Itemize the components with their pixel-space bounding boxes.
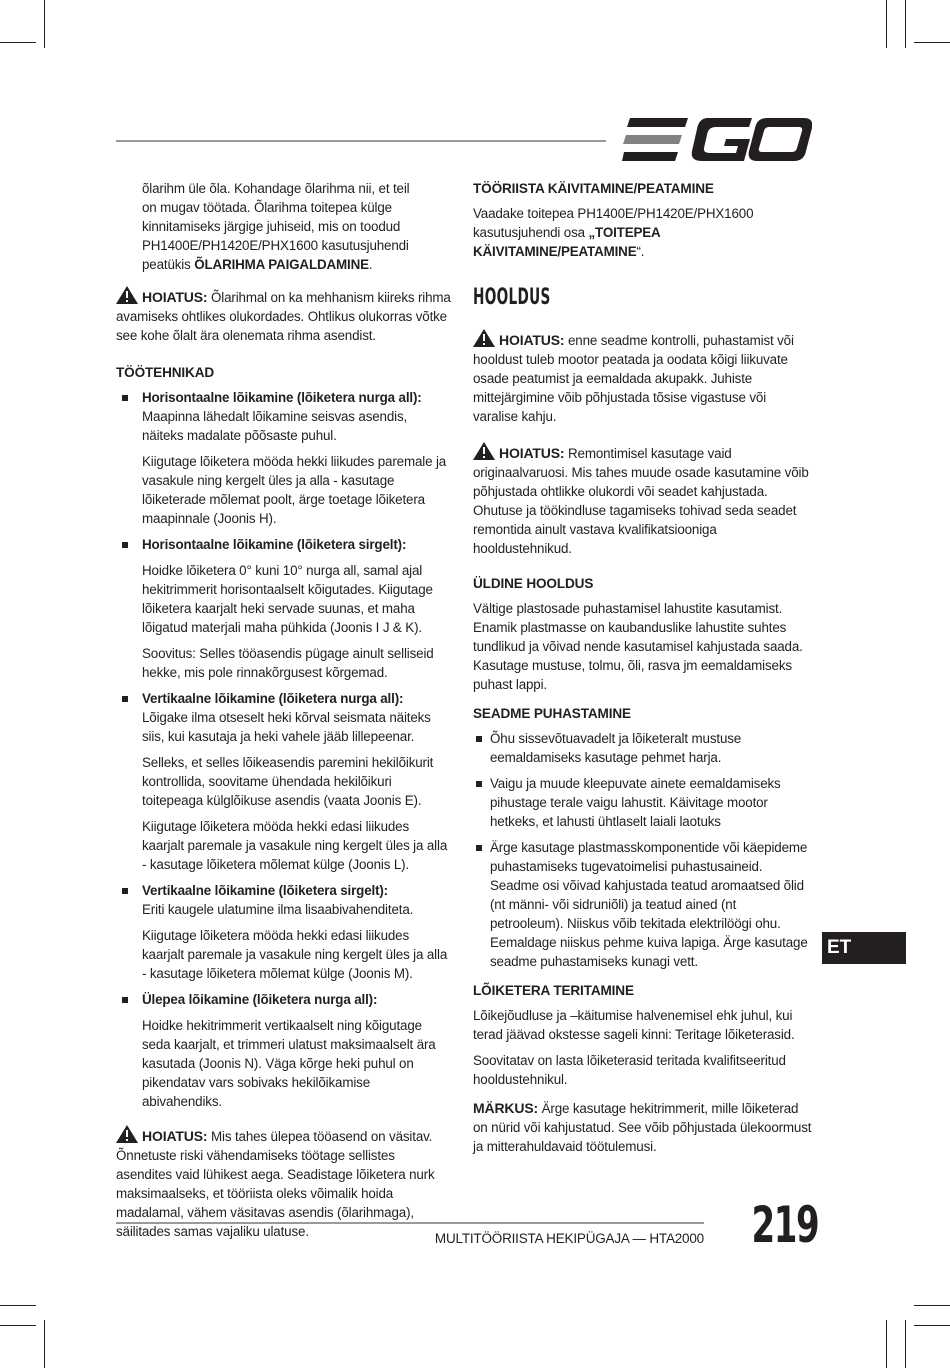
list-item (116, 689, 452, 746)
bullet-subparagraph: Kiigutage lõiketera mööda hekki liikudes paremale ja vasakule ning kergelt üles ja alla - kasutage lõiketerade mõlemat poolt, ärge toetage lõiketera maapinnale (Joonis H). (142, 454, 447, 526)
list-item (116, 881, 452, 919)
warning-spare-parts (473, 442, 813, 558)
section-heading-sharpening: LÕIKETERA TERITAMINE (473, 983, 634, 998)
crop-mark (0, 1325, 36, 1326)
warning-text: Mis tahes ülepea tööasend on väsitav. Õnnetuste riski vähendamiseks töötage sellistes asendites vaid lühikest aega. Seadistage lõiketera nurk maksimaalseks, et tööriista oleks võimalik hoida madalamal, vähem väsitavas asendis (õlarihmaga), säilitades samas vajaliku ulatuse. (116, 1129, 435, 1239)
warning-icon (116, 1125, 138, 1143)
start-stop-bold-ref: „TOITEPEA KÄIVITAMINE/PEATAMINE (473, 225, 661, 259)
bullet-icon (122, 888, 128, 894)
page-number: 219 (751, 1196, 819, 1254)
ego-logo (622, 118, 812, 162)
left-column (116, 179, 452, 1248)
crop-mark (0, 1305, 36, 1306)
bullet-icon (476, 845, 482, 851)
crop-mark (914, 42, 950, 43)
crop-mark (905, 0, 906, 48)
bullet-icon (476, 781, 482, 787)
warning-label: HOIATUS: (142, 289, 208, 305)
start-stop-text: Vaadake toitepea PH1400E/PH1420E/PHX1600 kasutusjuhendi osa (473, 206, 754, 240)
warning-maintenance (473, 329, 813, 426)
warning-label: HOIATUS: (499, 332, 565, 348)
right-column (473, 179, 813, 1163)
warning-icon (473, 329, 495, 347)
intro-bold-ref: ÕLARIHMA PAIGALDAMINE (194, 257, 369, 272)
bullet-subparagraph: Hoidke hekitrimmerit vertikaalselt ning kõigutage seda kaarjalt, et trimmeri ulatust maksimaalselt ära kasutada (Joonis N). Väga kõrge heki puhul on pikendatav vars sobivaks hekilõikamise abivahendiks. (142, 1018, 436, 1109)
crop-mark (914, 1305, 950, 1306)
crop-mark (905, 1320, 906, 1368)
bullet-text: Maapinna lähedalt lõikamine seisvas asendis, näiteks madalate põõsaste puhul. (142, 409, 408, 443)
list-item (116, 388, 452, 445)
warning-label: HOIATUS: (142, 1128, 208, 1144)
bullet-subparagraph: Soovitus: Selles tööasendis pügage ainult selliseid hekke, mis pole rinnakõrgusest kõrgemad. (142, 646, 434, 680)
list-item-text: Vaigu ja muude kleepuvate ainete eemaldamiseks pihustage terale vaigu lahustit. Käivitage mootor hetkeks, et lahusti ühtlaselt laiali laotuks (490, 776, 781, 829)
bullet-title: Vertikaalne lõikamine (lõiketera nurga all): (142, 691, 404, 706)
crop-mark (0, 42, 36, 43)
bullet-subparagraph: Kiigutage lõiketera mööda hekki edasi liikudes kaarjalt paremale ja vasakule ning kergelt üles ja alla - kasutage lõiketera mõlemat külge (Joonis M). (142, 928, 448, 981)
bullet-title: Vertikaalne lõikamine (lõiketera sirgelt): (142, 883, 388, 898)
bullet-icon (476, 736, 482, 742)
bullet-subparagraph: Selleks, et selles lõikeasendis paremini hekilõikurit kontrollida, soovitame ühendada hekilõikuri toitepeaga külglõikuse asendis (vaata Joonis E). (142, 755, 434, 808)
list-item (473, 729, 813, 767)
footer-rule (116, 1222, 704, 1224)
start-stop-paragraph (473, 204, 813, 261)
list-item-text: Õhu sissevõtuavadelt ja lõiketeralt mustuse eemaldamiseks kasutage pehmet harja. (490, 731, 742, 765)
bullet-icon (122, 696, 128, 702)
note-text: Ärge kasutage hekitrimmerit, mille lõiketerad on nürid või kahjustatud. See võib põhjustada ülekoormust ja mitterahuldavaid töötulemusi. (473, 1101, 812, 1154)
crop-mark (886, 0, 887, 48)
sharpening-paragraph: Soovitatav on lasta lõiketerasid teritada kvalifitseeritud hooldustehnikul. (473, 1053, 786, 1087)
warning-text: Remontimisel kasutage vaid originaalvaruosi. Mis tahes muude osade kasutamine võib põhjustada ohtlikke olukordi või seadet kahjustada. Ohutuse ja töökindluse tagamiseks tohivad seda seadet remontida ainult vastava kvalifikatsiooniga hooldustehnikud. (473, 446, 809, 556)
intro-paragraph (116, 179, 452, 274)
warning-icon (116, 286, 138, 304)
warning-icon (473, 442, 495, 460)
list-item (473, 774, 813, 831)
section-heading-start-stop: TÖÖRIISTA KÄIVITAMINE/PEATAMINE (473, 181, 714, 196)
list-item (116, 990, 452, 1009)
intro-end: . (368, 257, 373, 272)
list-item-text: Ärge kasutage plastmasskomponentide või käepideme puhastamiseks tugevatoimelisi puhastusaineid. Seadme osi võivad kahjustada teatud aromaatsed õlid (nt männi- või sidruniõli) ja teatud ained (nt petrooleum). Niiskus võib tekitada elektrilöögi ohu. Eemaldage niiskus pehme kuiva lapiga. Ärge kasutage seadme puhastamiseks kunagi vett. (490, 840, 808, 969)
sharpening-paragraph: Lõikejõudluse ja –käitumise halvenemisel ehk juhul, kui terad jäävad okstesse sageli kinni: Teritage lõiketerasid. (473, 1008, 795, 1042)
bullet-icon (122, 997, 128, 1003)
start-stop-end: “. (636, 244, 645, 259)
header-rule (116, 140, 606, 142)
intro-line: õlarihm üle õla. Kohandage õlarihma nii, et teil (142, 181, 410, 196)
bullet-text: Eriti kaugele ulatumine ilma lisaabivahenditeta. (142, 902, 414, 917)
list-item (473, 838, 813, 971)
note-paragraph (473, 1099, 813, 1156)
note-label: MÄRKUS: (473, 1100, 539, 1116)
section-heading-techniques: TÖÖTEHNIKAD (116, 365, 215, 380)
warning-label: HOIATUS: (499, 445, 565, 461)
warning-shoulder-strap (116, 286, 452, 345)
intro-line: kinnitamiseks järgige juhiseid, mis on toodud (142, 219, 401, 234)
bullet-text: Lõigake ilma otseselt heki kõrval seismata näiteks siis, kui kasutaja ja heki vahele jääb lillepeenar. (142, 710, 431, 744)
intro-line: PH1400E/PH1420E/PHX1600 kasutusjuhendi (142, 238, 409, 253)
language-tab: ET (822, 932, 906, 964)
bullet-icon (122, 395, 128, 401)
bullet-subparagraph: Kiigutage lõiketera mööda hekki edasi liikudes kaarjalt paremale ja vasakule ning kergelt üles ja alla - kasutage lõiketera mõlemat külge (Joonis L). (142, 819, 448, 872)
general-paragraph: Vältige plastosade puhastamisel lahustite kasutamist. Enamik plastmasse on kaubanduslike lahustite suhtes tundlikud ja võivad nende kasutamisel kahjustada saada. Kasutage mustuse, tolmu, õli, rasva jm eemaldamiseks puhast lappi. (473, 601, 803, 692)
warning-text: Õlarihmal on ka mehhanism kiireks rihma avamiseks ohtlikes olukordades. Ohtlikus olukorras võtke see kohe õlalt ära olenemata rihma asendist. (116, 290, 451, 343)
warning-text: enne seadme kontrolli, puhastamist või hooldust tuleb mootor peatada ja oodata kõigi liikuvate osade peatumist ja eemaldada akupakk. Juhiste mittejärgimine võib põhjustada tõsise vigastuse või varalise kahju. (473, 333, 794, 424)
bullet-icon (122, 542, 128, 548)
section-heading-cleaning: SEADME PUHASTAMINE (473, 706, 631, 721)
bullet-title: Ülepea lõikamine (lõiketera nurga all): (142, 992, 378, 1007)
intro-line: peatükis (142, 257, 195, 272)
intro-line: on mugav töötada. Õlarihma toitepea külge (142, 200, 392, 215)
maintenance-heading: HOOLDUS (473, 285, 551, 310)
bullet-title: Horisontaalne lõikamine (lõiketera sirgelt): (142, 537, 407, 552)
crop-mark (886, 1320, 887, 1368)
bullet-subparagraph: Hoidke lõiketera 0° kuni 10° nurga all, samal ajal hekitrimmerit horisontaalselt kõigutades. Kiigutage lõiketera kaarjalt heki servade suunas, et maha lõigatud materjali maha pühkida (Joonis I J & K). (142, 563, 433, 635)
list-item (116, 535, 452, 554)
crop-mark (44, 1320, 45, 1368)
crop-mark (44, 0, 45, 48)
section-heading-general: ÜLDINE HOOLDUS (473, 576, 594, 591)
footer-title: MULTITÖÖRIISTA HEKIPÜGAJA — HTA2000 (434, 1231, 704, 1246)
bullet-title: Horisontaalne lõikamine (lõiketera nurga all): (142, 390, 422, 405)
crop-mark (914, 1325, 950, 1326)
